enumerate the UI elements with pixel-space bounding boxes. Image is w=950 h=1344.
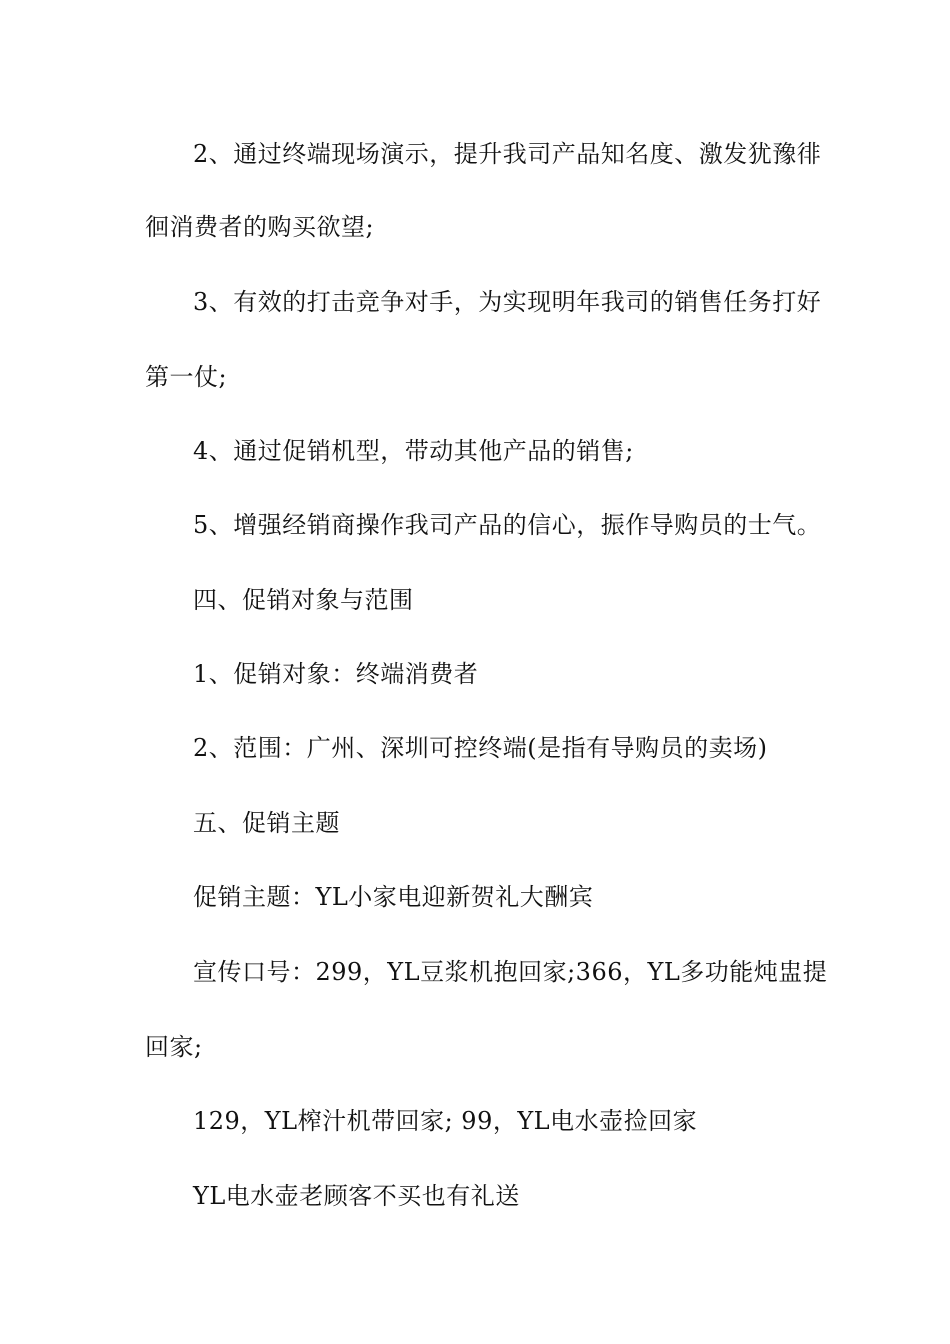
paragraph-goal-4: 4、通过促销机型，带动其他产品的销售; <box>193 437 634 465</box>
paragraph-goal-2-cont: 徊消费者的购买欲望; <box>145 213 375 241</box>
paragraph-theme: 促销主题：YL小家电迎新贺礼大酬宾 <box>193 883 594 911</box>
paragraph-gift: YL电水壶老顾客不买也有礼送 <box>193 1182 520 1210</box>
paragraph-goal-3: 3、有效的打击竞争对手，为实现明年我司的销售任务打好 <box>193 288 822 316</box>
section-heading-4: 四、促销对象与范围 <box>193 586 414 614</box>
paragraph-scope: 2、范围：广州、深圳可控终端(是指有导购员的卖场) <box>193 734 768 762</box>
paragraph-slogan-cont: 回家; <box>145 1033 203 1061</box>
paragraph-goal-5: 5、增强经销商操作我司产品的信心，振作导购员的士气。 <box>193 511 822 539</box>
section-heading-5: 五、促销主题 <box>193 809 340 837</box>
paragraph-goal-2: 2、通过终端现场演示，提升我司产品知名度、激发犹豫徘 <box>193 140 822 168</box>
paragraph-target: 1、促销对象：终端消费者 <box>193 660 479 688</box>
paragraph-goal-3-cont: 第一仗; <box>145 363 228 391</box>
paragraph-slogan: 宣传口号：299，YL豆浆机抱回家;366，YL多功能炖盅提 <box>193 958 828 986</box>
paragraph-slogan-2: 129，YL榨汁机带回家; 99，YL电水壶捡回家 <box>193 1107 698 1135</box>
